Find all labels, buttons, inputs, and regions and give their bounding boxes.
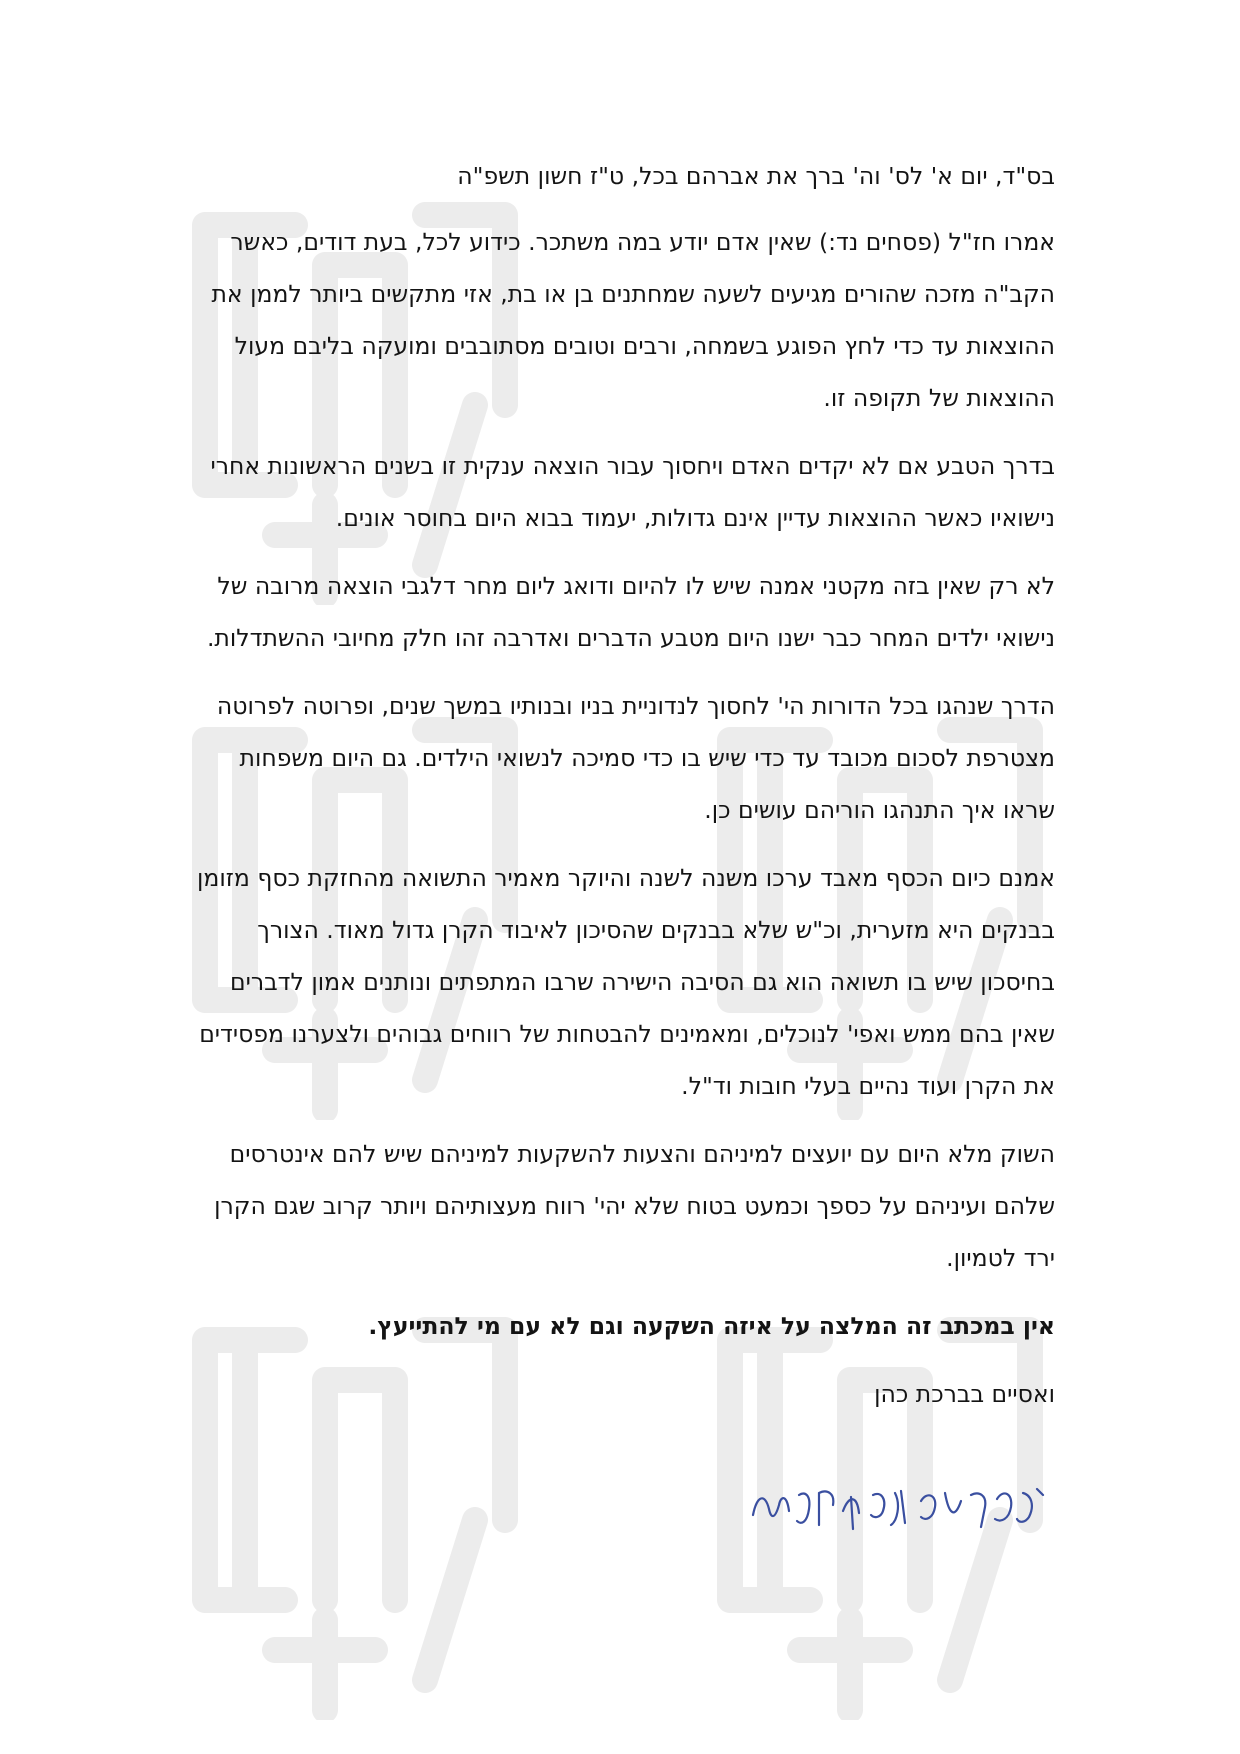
letter-paragraph: השוק מלא היום עם יועצים למיניהם והצעות להשקעות למיניהם שיש להם אינטרסים שלהם ועיניהם על כספך וכמעט בטוח שלא יהי' רווח מעצותיהם ויותר קרוב שגם הקרן ירד לטמיון. xyxy=(214,1140,1055,1272)
letter-paragraph: אמנם כיום הכסף מאבד ערכו משנה לשנה והיוקר מאמיר התשואה מהחזקת כסף מזומן בבנקים היא מזערית, וכ"ש שלא בבנקים שהסיכון לאיבוד הקרן גדול מאוד. הצורך בחיסכון שיש בו תשואה הוא גם הסיבה הישירה שרבו המתפתים ונותנים אמון לדברים שאין בהם ממש ואפי' לנוכלים, ומאמינים להבטחות של רווחים גבוהים ולצערנו מפסידים את הקרן ועוד נהיים בעלי חובות וד"ל. xyxy=(197,864,1055,1100)
letter-paragraph: בדרך הטבע אם לא יקדים האדם ויחסוך עבור הוצאה ענקית זו בשנים הראשונות אחרי נישואיו כאשר ההוצאות עדיין אינם גדולות, יעמוד בבוא היום בחוסר אונים. xyxy=(210,452,1055,532)
letter-paragraph: לא רק שאין בזה מקטני אמנה שיש לו להיום ודואג ליום מחר דלגבי הוצאה מרובה של נישואי ילדים המחר כבר ישנו היום מטבע הדברים ואדרבה זהו חלק מחיובי ההשתדלות. xyxy=(206,572,1055,652)
letter-paragraph: אמרו חז"ל (פסחים נד:) שאין אדם יודע במה משתכר. כידוע לכל, בעת דודים, כאשר הקב"ה מזכה שהורים מגיעים לשעה שמחתנים בן או בת, אזי מתקשים ביותר לממן את ההוצאות עד כדי לחץ הפוגע בשמחה, ורבים וטובים מסתובבים ומועקה בליבם מעול ההוצאות של תקופה זו. xyxy=(211,228,1055,412)
letter-body xyxy=(185,150,1055,1420)
letter-heading: בס"ד, יום א' לס' וה' ברך את אברהם בכל, ט"ז חשון תשפ"ה xyxy=(457,162,1055,190)
handwritten-signature xyxy=(745,1465,1055,1545)
letter-disclaimer: אין במכתב זה המלצה על איזה השקעה וגם לא עם מי להתייעץ. xyxy=(368,1312,1055,1340)
letter-closing: ואסיים בברכת כהן xyxy=(874,1380,1055,1408)
letter-paragraph: הדרך שנהגו בכל הדורות הי' לחסוך לנדוניית בניו ובנותיו במשך שנים, ופרוטה לפרוטה מצטרפת לסכום מכובד עד כדי שיש בו כדי סמיכה לנשואי הילדים. גם היום משפחות שראו איך התנהגו הוריהם עושים כן. xyxy=(216,692,1055,824)
